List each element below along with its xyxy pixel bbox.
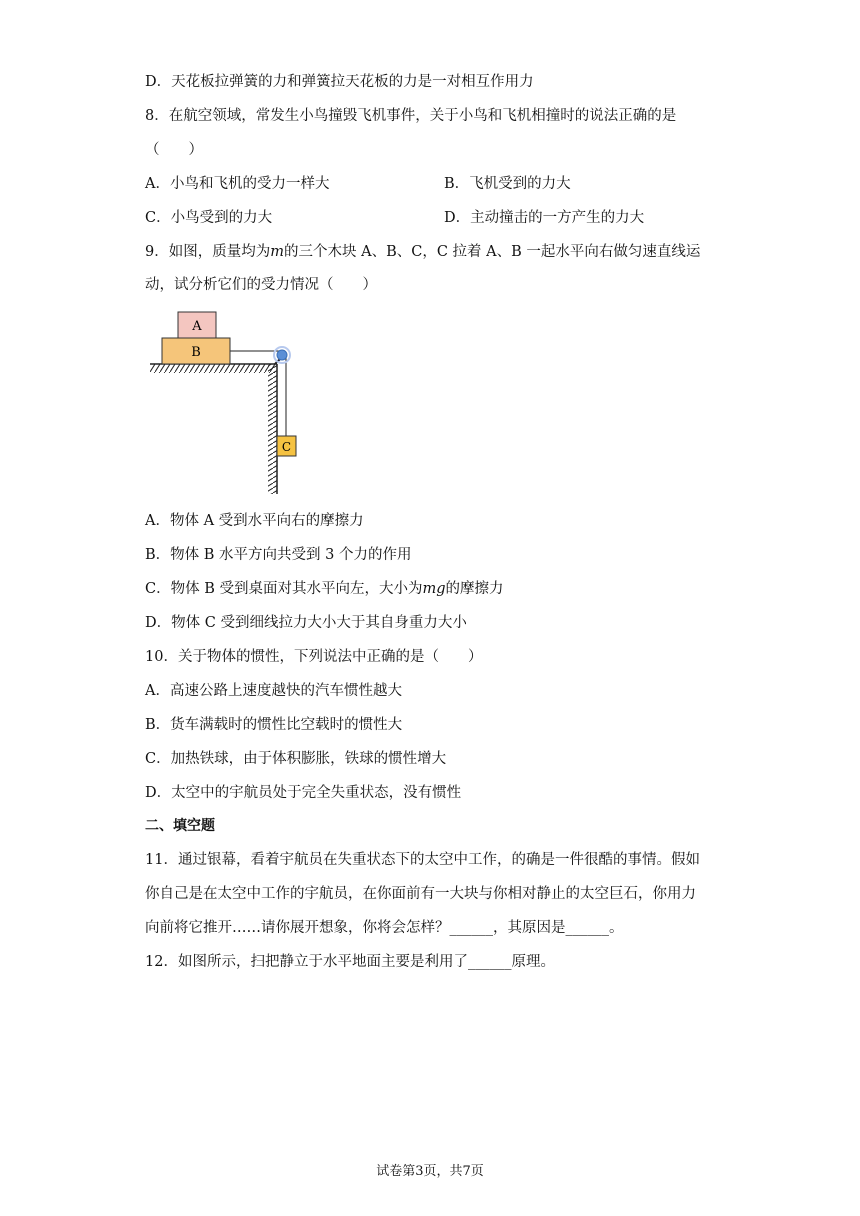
q10-stem: 10．关于物体的惯性，下列说法中正确的是（ ） — [145, 649, 483, 665]
q9-stem-line2: 动，试分析它们的受力情况（ ） — [145, 277, 377, 293]
q9-figure — [145, 308, 315, 498]
q9-option-a: A．物体 A 受到水平向右的摩擦力 — [145, 513, 364, 529]
q8-option-c: C．小鸟受到的力大 — [145, 210, 273, 226]
q9-option-c — [145, 578, 504, 600]
q9-option-d: D．物体 C 受到细线拉力大小大于其自身重力大小 — [145, 615, 467, 631]
block-c-label: C — [281, 440, 292, 454]
q10-option-b: B．货车满载时的惯性比空载时的惯性大 — [145, 717, 403, 733]
block-b-label: B — [191, 345, 201, 360]
q10-option-d: D．太空中的宇航员处于完全失重状态，没有惯性 — [145, 785, 462, 801]
q8-option-a: A．小鸟和飞机的受力一样大 — [145, 176, 330, 192]
q11-line3: 向前将它推开……请你展开想象，你将会怎样？______，其原因是______。 — [145, 920, 624, 936]
q9-stem-var-m: m — [270, 244, 284, 260]
table-surface — [150, 364, 277, 373]
q8-option-d: D．主动撞击的一方产生的力大 — [444, 210, 645, 226]
q9-option-b: B．物体 B 水平方向共受到 3 个力的作用 — [145, 547, 412, 563]
q9-option-c-text-a: C．物体 B 受到桌面对其水平向左，大小为 — [145, 581, 423, 597]
q8-stem-line1: 8．在航空领域，常发生小鸟撞毁飞机事件，关于小鸟和飞机相撞时的说法正确的是 — [145, 108, 677, 124]
q7-option-d: D．天花板拉弹簧的力和弹簧拉天花板的力是一对相互作用力 — [145, 74, 534, 90]
q10-option-a: A．高速公路上速度越快的汽车惯性越大 — [145, 683, 402, 699]
q8-stem-line2: （ ） — [145, 142, 203, 158]
q9-option-c-var-mg: mg — [422, 581, 446, 597]
q8-option-b: B．飞机受到的力大 — [444, 176, 571, 192]
block-b — [162, 338, 230, 364]
q11-line1: 11．通过银幕，看着宇航员在失重状态下的太空中工作，的确是一件很酷的事情。假如 — [145, 852, 700, 868]
q11-line2: 你自己是在太空中工作的宇航员，在你面前有一大块与你相对静止的太空巨石，你用力 — [145, 886, 696, 902]
pulley — [277, 350, 287, 360]
block-c — [277, 436, 296, 456]
q9-stem-text-b: 的三个木块 A、B、C，C 拉着 A、B 一起水平向右做匀速直线运 — [283, 244, 701, 260]
q9-option-c-text-b: 的摩擦力 — [445, 581, 504, 597]
q10-option-c: C．加热铁球，由于体积膨胀，铁球的惯性增大 — [145, 751, 447, 767]
block-a-label: A — [192, 319, 202, 334]
page-footer: 试卷第3页，共7页 — [376, 1164, 484, 1179]
section-heading: 二、填空题 — [145, 818, 215, 834]
q9-stem-line1 — [145, 241, 700, 263]
q9-stem-text-a: 9．如图，质量均为 — [145, 244, 271, 260]
table-wall — [268, 364, 277, 494]
q12-line1: 12．如图所示，扫把静立于水平地面主要是利用了______原理。 — [145, 954, 555, 970]
block-a — [178, 312, 216, 338]
